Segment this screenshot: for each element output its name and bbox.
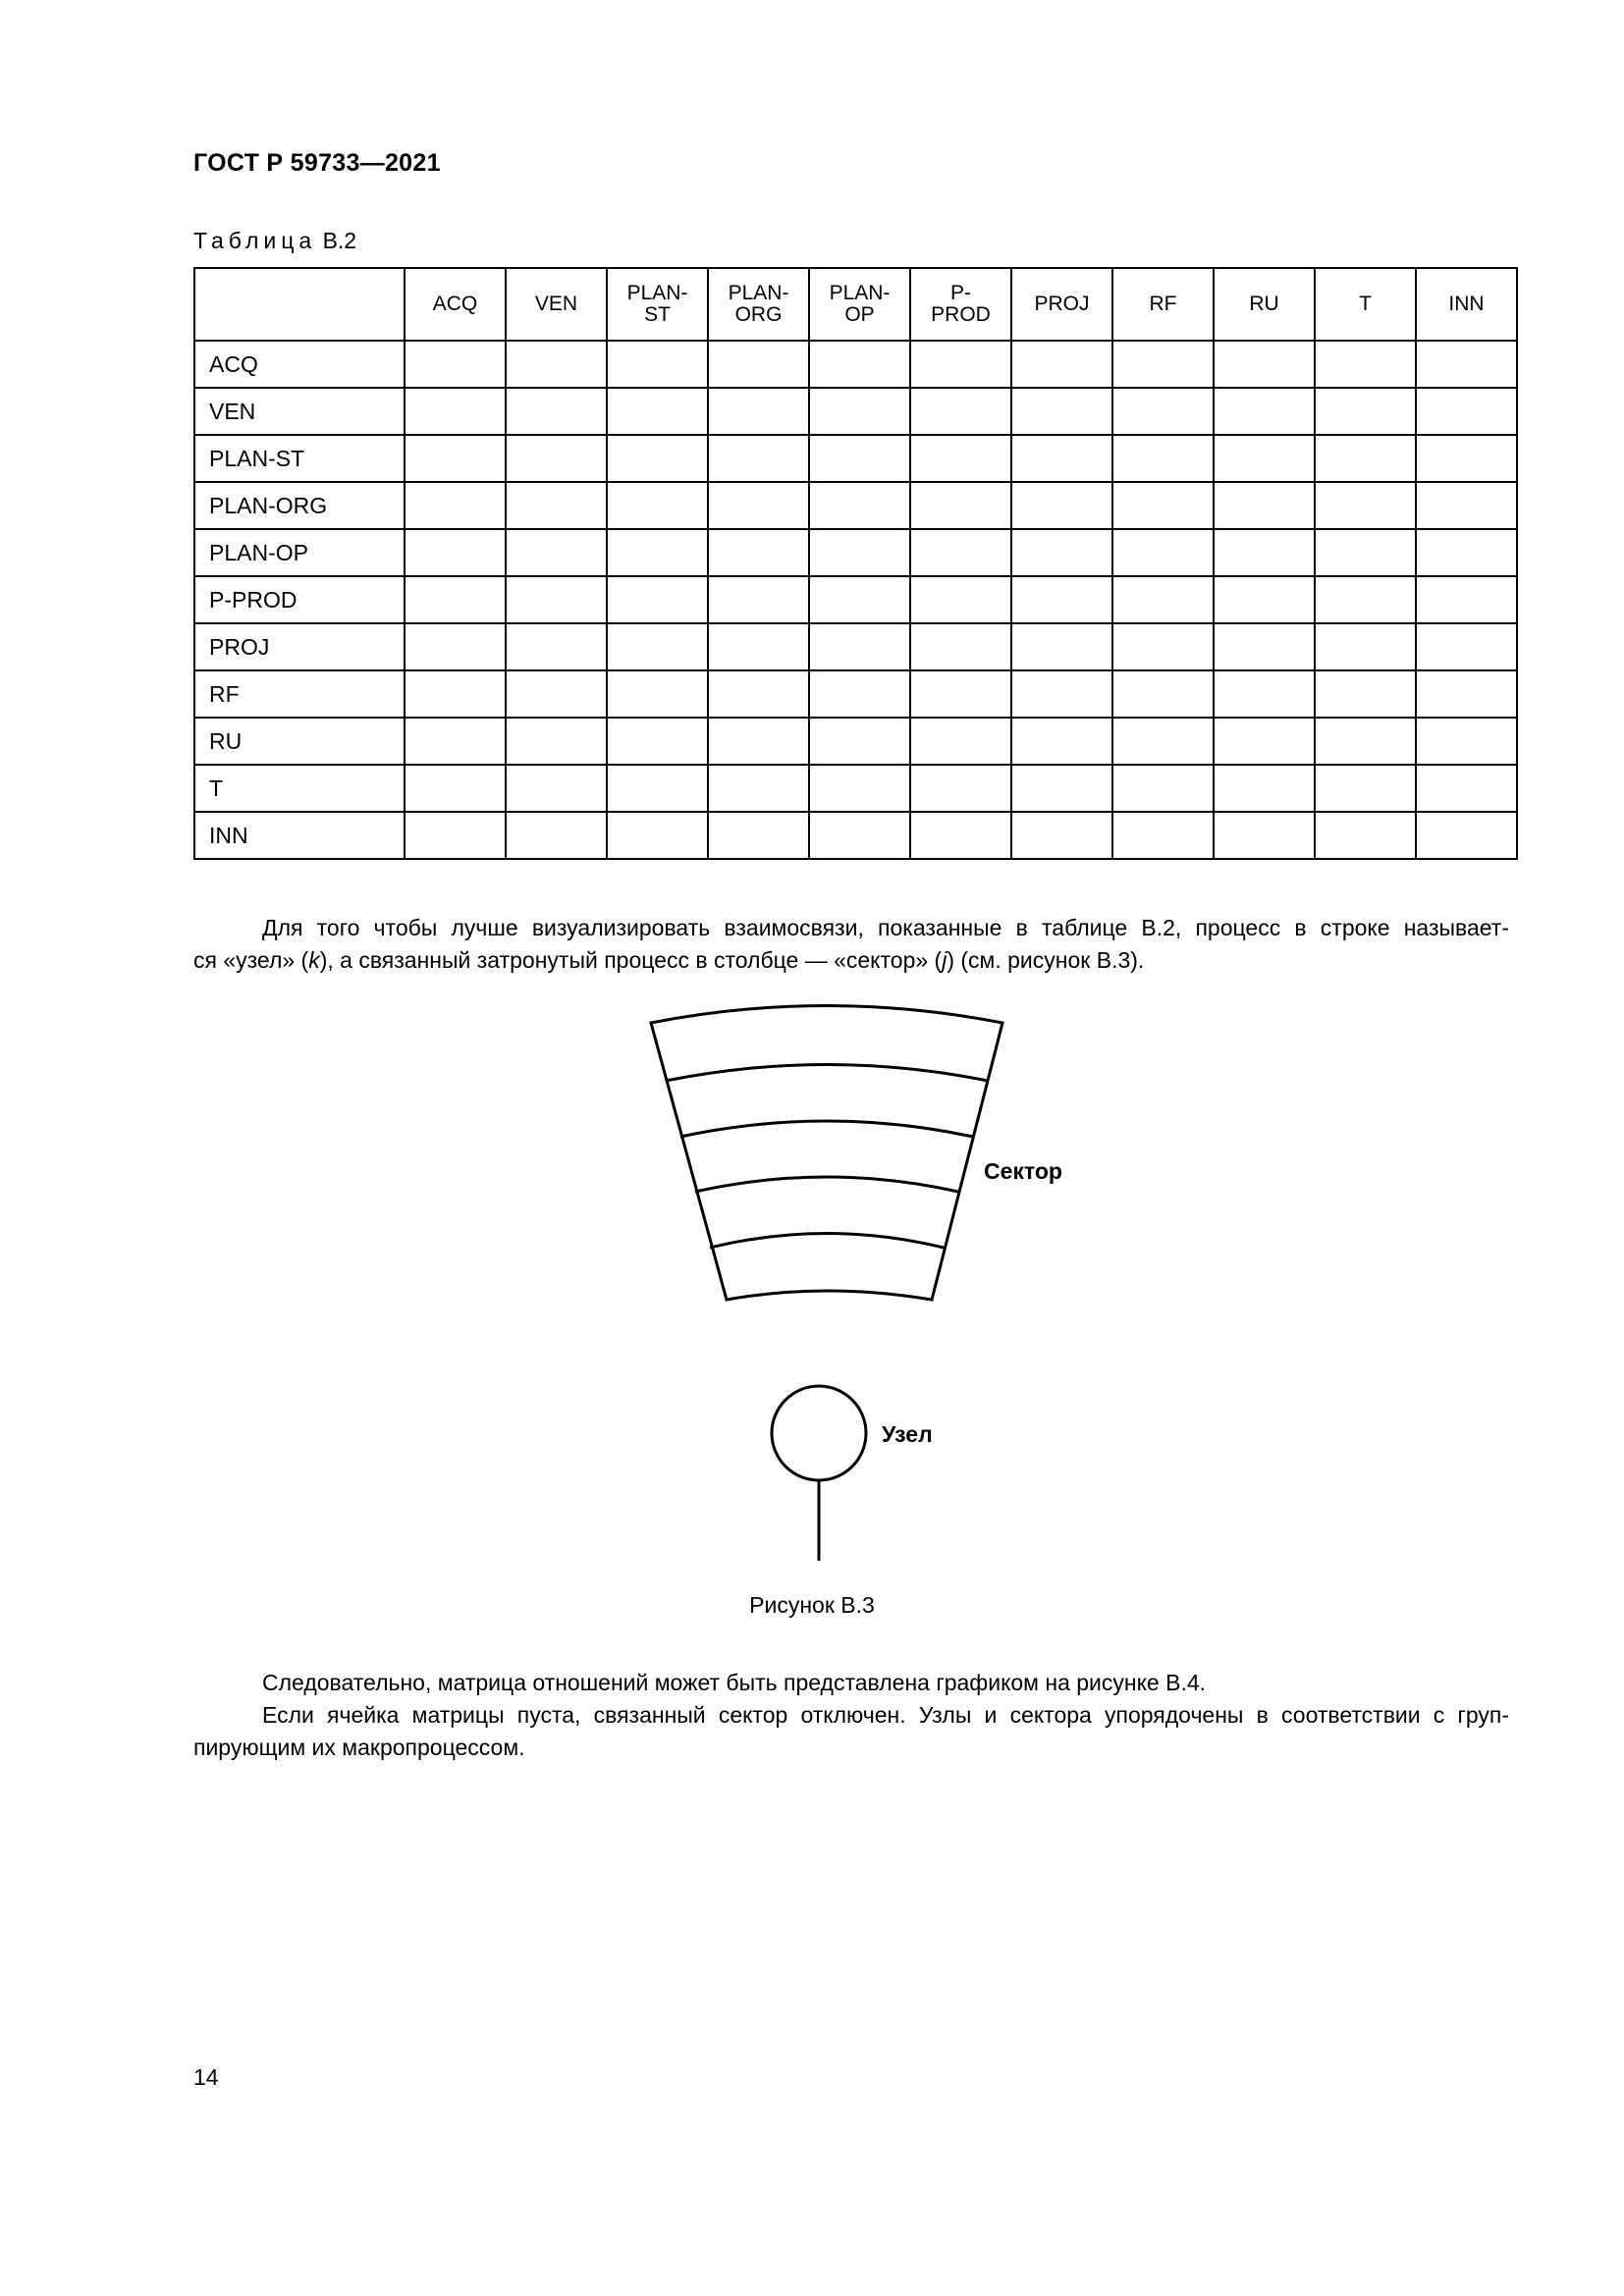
sector-label: Сектор <box>984 1158 1062 1184</box>
column-header-text: OP <box>844 303 875 326</box>
table-caption-number: В.2 <box>322 228 357 253</box>
column-header-text: ORG <box>734 303 783 326</box>
document-header: ГОСТ Р 59733—2021 <box>193 149 441 177</box>
italic-variable-k: k <box>308 947 320 973</box>
column-header-text: RU <box>1249 293 1279 315</box>
column-header-text: VEN <box>534 293 578 315</box>
column-header-text: P- <box>950 282 971 304</box>
sector-band-divider <box>695 1177 958 1192</box>
column-header-text: ST <box>644 303 671 326</box>
row-header: VEN <box>194 388 405 435</box>
column-header-text: RF <box>1149 293 1177 315</box>
paragraph-line: пирующим их макропроцессом. <box>193 1735 525 1760</box>
row-header: ACQ <box>194 341 405 388</box>
column-header-text: PLAN- <box>829 282 891 304</box>
paragraph-line: Если ячейка матрицы пуста, связанный сектор отключен. Узлы и сектора упорядочены в соответствии с груп- <box>262 1702 1509 1728</box>
text-run: ), а связанный затронутый процесс в столбце — «сектор» ( <box>319 947 943 973</box>
row-header: RU <box>194 718 405 765</box>
row-header: T <box>194 765 405 812</box>
row-header: PROJ <box>194 623 405 670</box>
row-header: PLAN-ST <box>194 435 405 482</box>
column-header-text: PLAN- <box>626 282 688 304</box>
node-circle <box>772 1386 866 1480</box>
row-header: P-PROD <box>194 576 405 623</box>
italic-variable-j: j <box>942 947 947 973</box>
row-header: PLAN-ORG <box>194 482 405 529</box>
paragraph-line: Следовательно, матрица отношений может быть представлена графиком на рисунке В.4. <box>262 1670 1207 1695</box>
column-header-text: T <box>1359 293 1372 315</box>
column-header-text: INN <box>1448 293 1485 315</box>
column-header-text: ACQ <box>432 293 478 315</box>
row-header: INN <box>194 812 405 859</box>
paragraph-matrix-graph <box>193 1667 1509 1699</box>
table-caption-prefix: Таблица <box>193 228 317 253</box>
paragraph-line: Для того чтобы лучше визуализировать взаимосвязи, показанные в таблице В.2, процесс в строке называет- <box>262 915 1509 940</box>
paragraph-empty-cell-rule <box>193 1699 1509 1764</box>
column-header-text: PROD <box>931 303 991 326</box>
sector-outline <box>651 1006 1002 1301</box>
column-header-text: PROJ <box>1034 293 1090 315</box>
sector-band-divider <box>710 1234 944 1249</box>
page-number: 14 <box>193 2064 219 2090</box>
figure-caption: Рисунок В.3 <box>749 1592 875 1618</box>
node-label: Узел <box>882 1421 933 1447</box>
column-header-text: PLAN- <box>728 282 789 304</box>
row-header: PLAN-OP <box>194 529 405 576</box>
sector-band-divider <box>680 1121 973 1137</box>
text-run: ) (см. рисунок В.3). <box>947 947 1145 973</box>
row-header: RF <box>194 670 405 718</box>
text-run: ся «узел» ( <box>193 947 309 973</box>
sector-band-divider <box>666 1065 988 1082</box>
